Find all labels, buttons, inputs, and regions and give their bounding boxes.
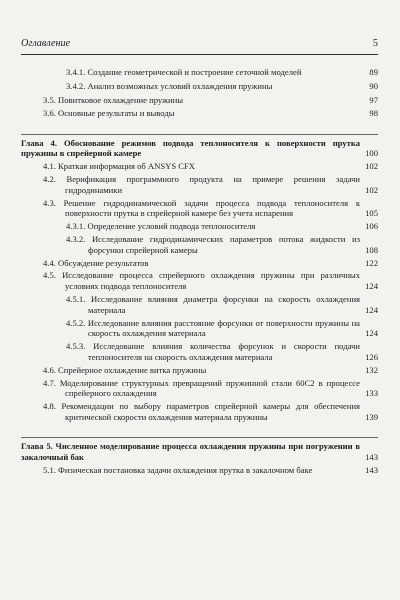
chapter-divider xyxy=(21,134,378,135)
toc-entry-page: 100 xyxy=(365,148,378,159)
toc-entry-4-5[interactable] xyxy=(21,270,378,292)
toc-entry-text: 4.6. Спрейерное охлаждение витка пружины xyxy=(43,364,207,375)
toc-entry-text: 4.1. Краткая информация об ANSYS CFX xyxy=(43,161,195,172)
chapter-divider xyxy=(21,437,378,438)
toc-entry-page: 132 xyxy=(365,364,378,375)
toc-entry-text: 4.5.3. Исследование влияния количества форсунок и скорости подачи теплоносителя на скорость охлаждения материала xyxy=(66,341,360,363)
toc-entry-4-3[interactable] xyxy=(21,198,378,220)
toc-entry-page: 102 xyxy=(365,184,378,195)
toc-entry-page: 102 xyxy=(365,161,378,172)
toc-entry-4-6[interactable] xyxy=(21,365,378,376)
running-head xyxy=(21,38,378,49)
toc-entry-page: 124 xyxy=(365,328,378,339)
toc-entry-page: 106 xyxy=(365,221,378,232)
toc-entry-4-5-3[interactable] xyxy=(21,341,378,363)
toc-entry-3-6[interactable] xyxy=(21,108,378,119)
toc-entry-text: Глава 4. Обоснование режимов подвода теплоносителя к поверхности прутка пружины в спрейерной камере xyxy=(21,137,360,159)
toc-entry-text: Глава 5. Численное моделирование процесса охлаждения пружины при погружении в закалочный бак xyxy=(21,441,360,463)
toc-entry-text: 4.5.2. Исследование влияния расстояние форсунки от поверхности пружины на скорость охлаждения материала xyxy=(66,317,360,339)
toc-entry-4-7[interactable] xyxy=(21,378,378,400)
toc-entry-page: 105 xyxy=(365,208,378,219)
toc-entry-text: 3.4.2. Анализ возможных условий охлаждения пружины xyxy=(66,80,273,91)
toc-entry-3-4-1[interactable] xyxy=(21,67,378,78)
toc-entry-text: 4.3.1. Определение условий подвода теплоносителя xyxy=(66,221,256,232)
toc-entry-page: 89 xyxy=(369,67,378,77)
toc-entry-page: 97 xyxy=(369,94,378,105)
toc-entry-page: 139 xyxy=(365,412,378,423)
toc-entry-text: 3.6. Основные результаты и выводы xyxy=(43,108,175,119)
toc-entry-page: 143 xyxy=(365,464,378,475)
toc-entry-4-3-1[interactable] xyxy=(21,221,378,232)
toc-entry-text: 5.1. Физическая постановка задачи охлаждения прутка в закалочном баке xyxy=(43,464,313,475)
toc-entry-text: 4.2. Верификация программного продукта на примере решения задачи гидродинамики xyxy=(43,174,360,195)
toc-entry-page: 133 xyxy=(365,388,378,399)
toc-entry-4-1[interactable] xyxy=(21,161,378,172)
toc-entry-text: 4.7. Моделирование структурных превращений пружинной стали 60С2 в процессе спрейерного охлаждения xyxy=(43,377,360,399)
toc-entry-text: 4.5.1. Исследование влияния диаметра форсунки на скорость охлаждения материала xyxy=(66,294,360,315)
toc-entry-4-8[interactable] xyxy=(21,401,378,423)
toc-entry-text: 4.3. Решение гидродинамической задачи процесса подвода теплоносителя к поверхности прутка в спрейерной камере без учета испарения xyxy=(43,197,360,219)
toc-entry-page: 122 xyxy=(365,257,378,268)
toc-entry-page: 126 xyxy=(365,352,378,363)
toc-entry-page: 108 xyxy=(365,244,378,255)
toc-entry-page: 98 xyxy=(369,108,378,119)
toc-chapter-5[interactable] xyxy=(21,441,378,463)
table-of-contents xyxy=(21,67,378,476)
toc-entry-5-1[interactable] xyxy=(21,465,378,476)
toc-entry-text: 3.5. Повитковое охлаждение пружины xyxy=(43,94,183,105)
toc-entry-4-5-2[interactable] xyxy=(21,318,378,340)
toc-entry-3-4-2[interactable] xyxy=(21,81,378,92)
toc-entry-page: 143 xyxy=(365,452,378,463)
toc-entry-4-2[interactable] xyxy=(21,174,378,196)
toc-entry-page: 90 xyxy=(369,80,378,91)
toc-entry-text: 4.4. Обсуждение результатов xyxy=(43,257,149,268)
toc-entry-text: 4.3.2. Исследование гидродинамических параметров потока жидкости из форсунки спрейерной камеры xyxy=(66,234,360,255)
toc-entry-4-4[interactable] xyxy=(21,258,378,269)
page-number: 5 xyxy=(372,38,378,49)
toc-entry-4-5-1[interactable] xyxy=(21,294,378,316)
header-rule xyxy=(21,54,378,55)
toc-entry-3-5[interactable] xyxy=(21,95,378,106)
toc-entry-text: 4.8. Рекомендации по выбору параметров спрейерной камеры для обеспечения критической скорости охлаждения материала пружины xyxy=(43,401,360,423)
toc-entry-text: 3.4.1. Создание геометрической и построение сеточной моделей xyxy=(66,67,302,77)
toc-entry-page: 124 xyxy=(365,281,378,292)
toc-entry-text: 4.5. Исследование процесса спрейерного охлаждения пружины при различных условиях подвода теплоносителя xyxy=(43,270,360,292)
toc-chapter-4[interactable] xyxy=(21,138,378,160)
toc-entry-4-3-2[interactable] xyxy=(21,234,378,256)
toc-entry-page: 124 xyxy=(365,304,378,315)
running-head-title: Оглавление xyxy=(21,38,71,49)
